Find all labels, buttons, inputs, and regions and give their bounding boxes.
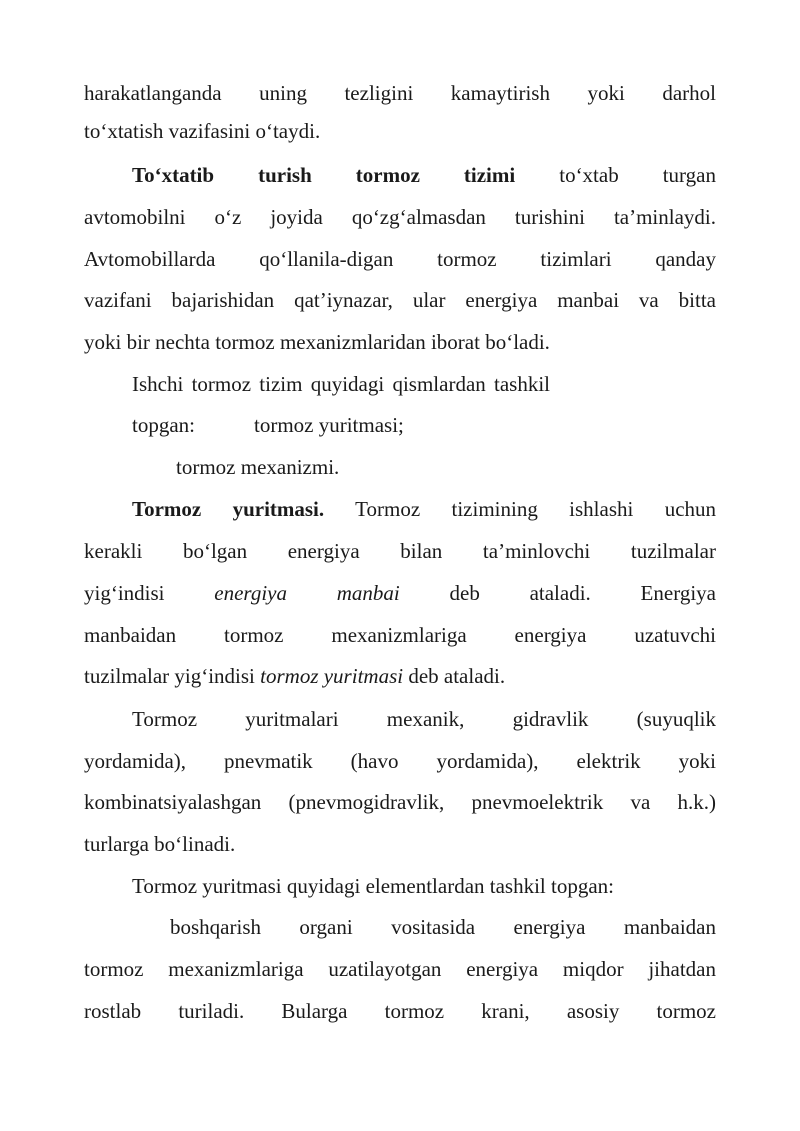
text-line: Tormoz yuritmalari mexanik, gidravlik (suyuqlik [132,707,716,731]
text-line: Avtomobillarda qo‘llanila-digan tormoz tizimlari qanday [84,247,716,271]
text-line: yoki bir nechta tormoz mexanizmlaridan iborat bo‘ladi. [84,330,550,354]
drive-heading-line [132,496,716,522]
drive-def-pre: tuzilmalar yig‘indisi [84,664,255,688]
text-line: vazifani bajarishidan qat’iynazar, ular energiya manbai va bitta [84,288,716,312]
text-line: avtomobilni o‘z joyida qo‘zg‘almasdan turishini ta’minlaydi. [84,205,716,229]
drive-def-term: tormoz yuritmasi [260,664,404,688]
text-line: Tormoz yuritmasi quyidagi elementlardan tashkil topgan: [132,874,614,898]
energy-post: deb ataladi. Energiya [449,581,716,605]
stop-brake-term: To‘xtatib turish tormoz tizimi [132,163,516,187]
energy-term: energiya manbai [214,581,400,605]
text-line: kombinatsiyalashgan (pnevmogidravlik, pnevmoelektrik va h.k.) [84,790,716,814]
text-line: turlarga bo‘linadi. [84,832,236,856]
list-item: tormoz yuritmasi; [254,413,404,437]
text-line: Ishchi tormoz tizim quyidagi qismlardan tashkil [132,372,551,396]
energy-pre: yig‘indisi [84,581,165,605]
list-item: tormoz mexanizmi. [176,455,340,479]
text-line: manbaidan tormoz mexanizmlariga energiya uzatuvchi [84,623,716,647]
stop-brake-text: to‘xtab turgan [559,163,716,187]
topgan-lead: topgan: [132,413,195,437]
text-line: rostlab turiladi. Bularga tormoz krani, asosiy tormoz [84,999,716,1023]
drive-def-line [84,663,505,689]
drive-heading-text: Tormoz tizimining ishlashi uchun [355,497,717,521]
energy-line [84,580,716,606]
drive-heading-term: Tormoz yuritmasi. [132,497,325,521]
text-line: to‘xtatish vazifasini o‘taydi. [84,119,321,143]
drive-def-post: deb ataladi. [408,664,506,688]
topgan-line [132,412,195,438]
text-line: boshqarish organi vositasida energiya manbaidan [170,915,716,939]
text-line: harakatlanganda uning tezligini kamaytirish yoki darhol [84,81,716,105]
text-line: yordamida), pnevmatik (havo yordamida), elektrik yoki [84,749,716,773]
stop-brake-line [132,162,716,188]
text-line: tormoz mexanizmlariga uzatilayotgan energiya miqdor jihatdan [84,957,716,981]
text-line: kerakli bo‘lgan energiya bilan ta’minlovchi tuzilmalar [84,539,716,563]
